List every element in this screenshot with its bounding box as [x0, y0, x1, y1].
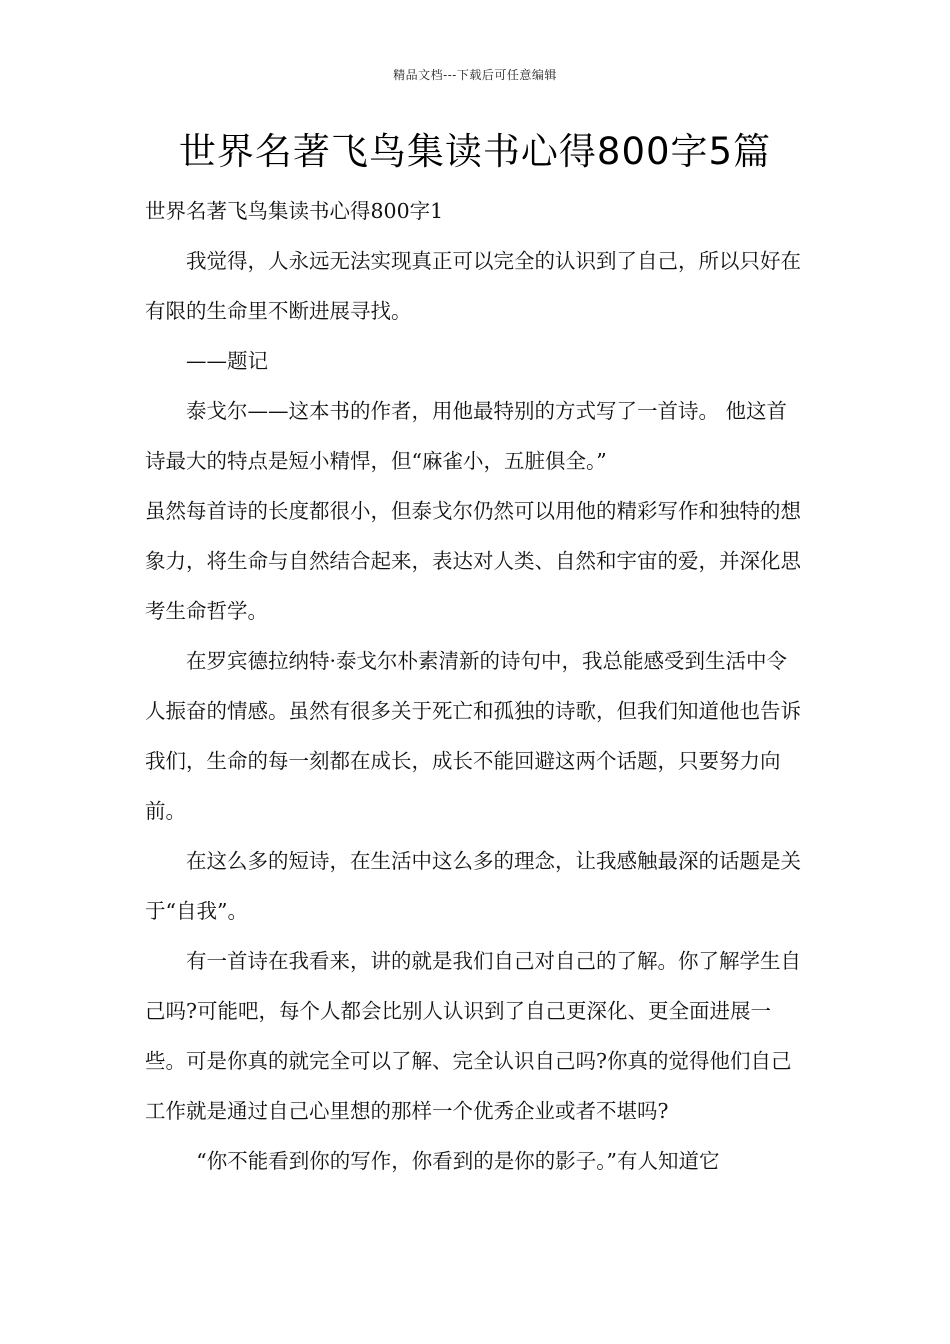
paragraph-epigraph: ——题记	[186, 349, 268, 373]
paragraph-4: 在罗宾德拉纳特·泰戈尔朴素清新的诗句中，我总能感受到生活中令人振奋的情感。虽然有很多关于死亡和孤独的诗歌，但我们知道他也告诉我们，生命的每一刻都在成长，成长不能回避这两个话题，只要努力向前。	[145, 649, 801, 823]
paragraph-6: 有一首诗在我看来，讲的就是我们自己对自己的了解。你了解学生自己吗?可能吧，每个人都会比别人认识到了自己更深化、更全面进展一些。可是你真的就完全可以了解、完全认识自己吗?你真的觉得他们自己工作就是通过自己心里想的那样一个优秀企业或者不堪吗?	[145, 949, 801, 1123]
paragraph-3: 虽然每首诗的长度都很小，但泰戈尔仍然可以用他的精彩写作和独特的想象力，将生命与自然结合起来，表达对人类、自然和宇宙的爱，并深化思考生命哲学。	[145, 499, 801, 623]
section-subtitle: 世界名著飞鸟集读书心得800字1	[145, 199, 444, 223]
document-body	[145, 186, 807, 1186]
paragraph-5: 在这么多的短诗，在生活中这么多的理念，让我感触最深的话题是关于“自我”。	[145, 849, 801, 923]
document-title: 世界名著飞鸟集读书心得800字5篇	[178, 130, 772, 173]
header-note: 精品文档---下载后可任意编辑	[393, 68, 557, 82]
paragraph-1: 我觉得，人永远无法实现真正可以完全的认识到了自己，所以只好在有限的生命里不断进展寻找。	[145, 249, 801, 323]
paragraph-7: “你不能看到你的写作，你看到的是你的影子。”有人知道它	[196, 1149, 720, 1173]
paragraph-2: 泰戈尔——这本书的作者，用他最特别的方式写了一首诗。 他这首诗最大的特点是短小精悍，但“麻雀小，五脏俱全。”	[145, 399, 788, 473]
